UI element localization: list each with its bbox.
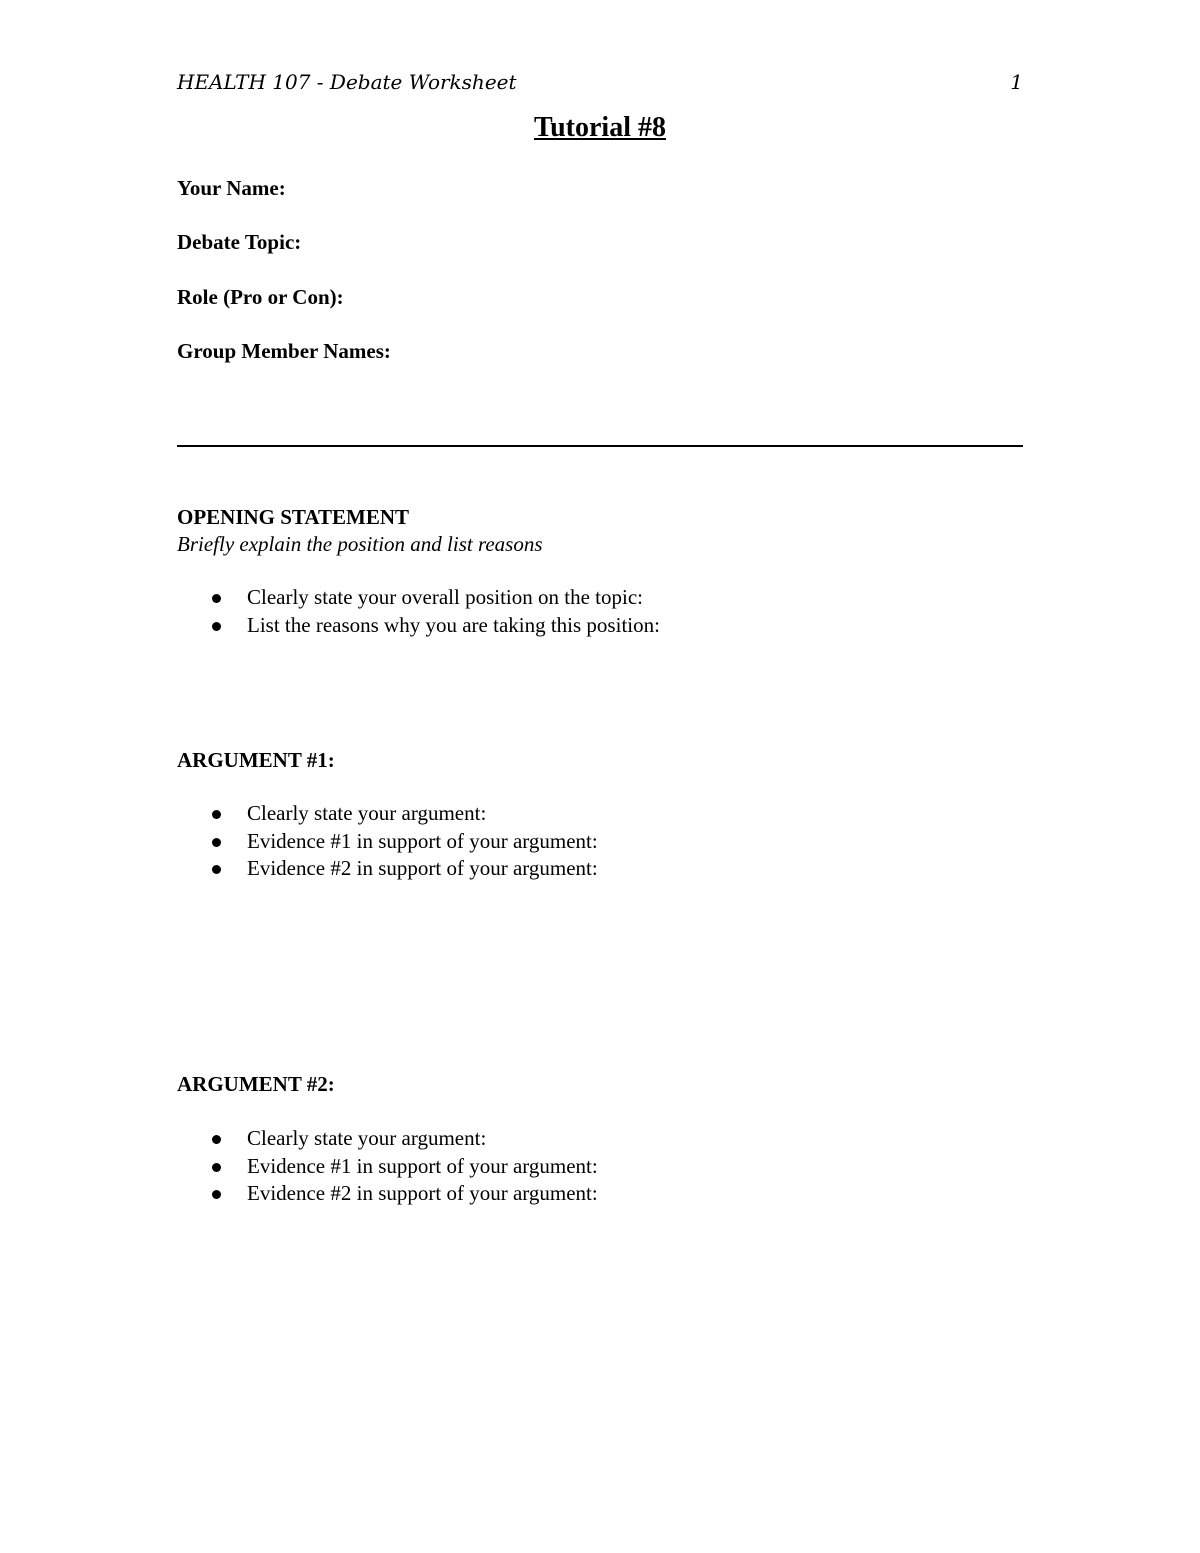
list-item — [177, 800, 598, 828]
bullet-icon — [212, 622, 221, 631]
list-item-text: Clearly state your argument: — [247, 1126, 487, 1150]
bullet-icon — [212, 1190, 221, 1199]
divider-line — [177, 445, 1023, 447]
your-name-label: Your Name: — [177, 176, 286, 200]
header-course-title: HEALTH 107 - Debate Worksheet — [177, 70, 517, 94]
list-item — [177, 855, 598, 883]
list-item-text: Evidence #2 in support of your argument: — [247, 1181, 598, 1205]
argument-1-heading: ARGUMENT #1: — [177, 748, 335, 772]
opening-statement-instructions: Briefly explain the position and list reasons — [177, 532, 543, 556]
group-members-label: Group Member Names: — [177, 339, 391, 363]
list-item — [177, 584, 660, 612]
role-label: Role (Pro or Con): — [177, 285, 344, 309]
bullet-icon — [212, 865, 221, 874]
bullet-icon — [212, 810, 221, 819]
bullet-icon — [212, 1135, 221, 1144]
list-item-text: Clearly state your argument: — [247, 801, 487, 825]
list-item-text: List the reasons why you are taking this position: — [247, 612, 660, 637]
argument-1-list — [177, 800, 598, 883]
list-item — [177, 828, 598, 856]
list-item-text: Clearly state your overall position on the topic: — [247, 585, 643, 609]
argument-2-heading: ARGUMENT #2: — [177, 1072, 335, 1096]
list-item — [177, 1180, 598, 1208]
list-item-text: Evidence #1 in support of your argument: — [247, 828, 598, 853]
bullet-icon — [212, 1163, 221, 1172]
debate-topic-label: Debate Topic: — [177, 230, 302, 254]
list-item-text: Evidence #2 in support of your argument: — [247, 856, 598, 880]
worksheet-title: Tutorial #8 — [534, 112, 666, 143]
opening-statement-list — [177, 584, 660, 639]
bullet-icon — [212, 838, 221, 847]
page-header — [177, 70, 1023, 98]
opening-statement-heading: OPENING STATEMENT — [177, 505, 410, 529]
list-item — [177, 1153, 598, 1181]
list-item-text: Evidence #1 in support of your argument: — [247, 1153, 598, 1178]
bullet-icon — [212, 594, 221, 603]
argument-2-list — [177, 1125, 598, 1208]
list-item — [177, 1125, 598, 1153]
list-item — [177, 612, 660, 640]
header-page-number: 1 — [1010, 70, 1023, 94]
